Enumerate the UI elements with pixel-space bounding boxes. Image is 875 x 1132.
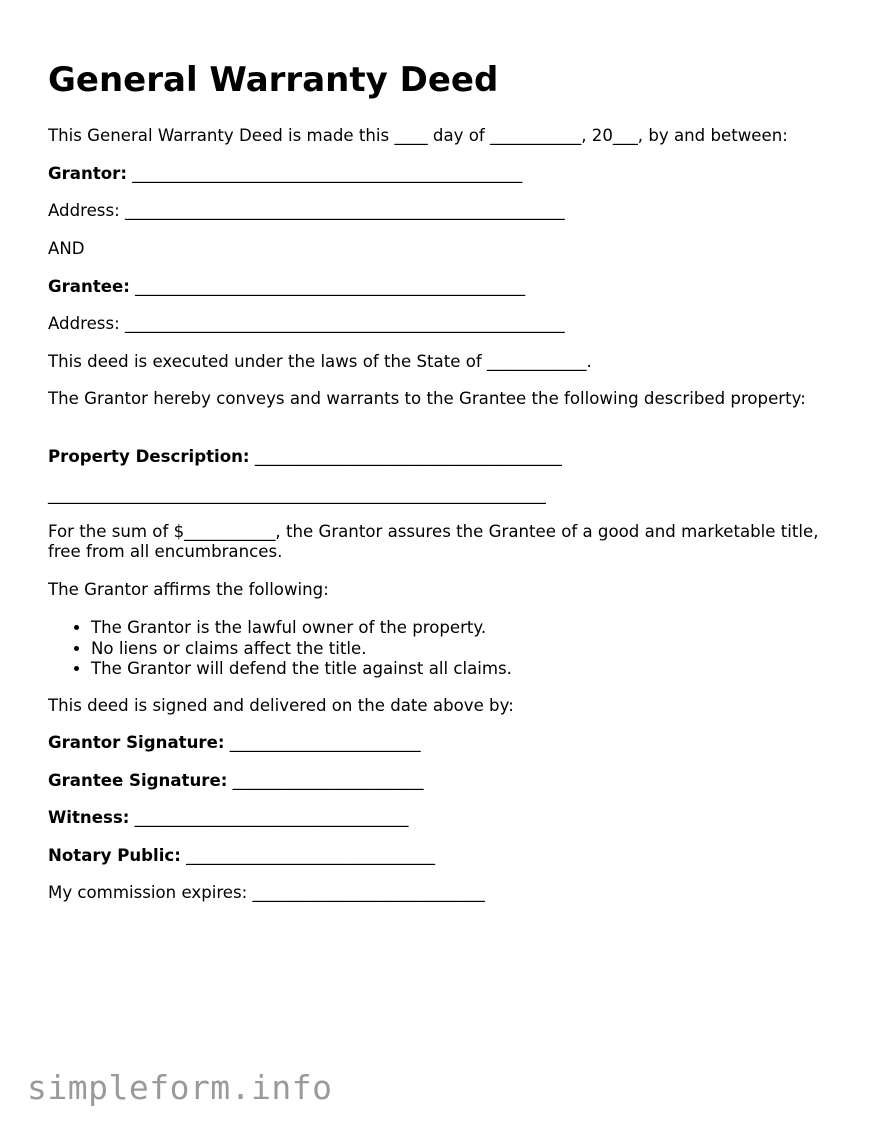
grantor-blank: _______________________________________________ — [126, 164, 523, 183]
conveys-text: The Grantor hereby conveys and warrants to the Grantee the following described property: — [48, 389, 806, 408]
signed-text: This deed is signed and delivered on the date above by: — [48, 696, 514, 715]
grantee-signature-blank: _______________________ — [227, 771, 424, 790]
notary-public-field — [48, 846, 435, 866]
notary-public-label: Notary Public: — [48, 846, 181, 865]
property-description-label: Property Description: — [48, 447, 250, 466]
grantor-field — [48, 164, 522, 184]
property-description-field — [48, 447, 562, 467]
watermark: simpleform.info — [27, 1068, 333, 1107]
page-title: General Warranty Deed — [48, 60, 499, 100]
notary-public-blank: ______________________________ — [180, 846, 436, 865]
grantor-signature-field — [48, 733, 421, 753]
grantor-label: Grantor: — [48, 164, 127, 183]
witness-label: Witness: — [48, 808, 130, 827]
grantee-blank: _______________________________________________ — [129, 277, 526, 296]
list-item: • The Grantor is the lawful owner of the property. — [91, 618, 512, 639]
grantee-field — [48, 277, 525, 297]
commission-expires-field: My commission expires: ____________________________ — [48, 883, 485, 902]
sum-text: For the sum of $___________, the Grantor assures the Grantee of a good and marketable title, free from all encumbrances. — [48, 522, 819, 561]
grantee-signature-field — [48, 771, 424, 791]
and-text: AND — [48, 239, 85, 258]
laws-text: This deed is executed under the laws of the State of ____________. — [48, 352, 592, 371]
intro-text: This General Warranty Deed is made this ____ day of ___________, 20___, by and between: — [48, 126, 788, 145]
list-item: • No liens or claims affect the title. — [91, 639, 512, 660]
list-item: • The Grantor will defend the title against all claims. — [91, 659, 512, 680]
witness-blank: _________________________________ — [129, 808, 409, 827]
witness-field — [48, 808, 408, 828]
property-description-blank: _____________________________________ — [249, 447, 562, 466]
affirmations-list — [48, 618, 512, 680]
grantor-address-field: Address: _____________________________________________________ — [48, 201, 565, 220]
affirms-text: The Grantor affirms the following: — [48, 580, 329, 599]
grantee-label: Grantee: — [48, 277, 130, 296]
grantor-signature-blank: _______________________ — [224, 733, 421, 752]
grantee-address-field: Address: _____________________________________________________ — [48, 314, 565, 333]
grantor-signature-label: Grantor Signature: — [48, 733, 225, 752]
grantee-signature-label: Grantee Signature: — [48, 771, 228, 790]
property-description-line-2: ____________________________________________________________ — [48, 485, 546, 504]
